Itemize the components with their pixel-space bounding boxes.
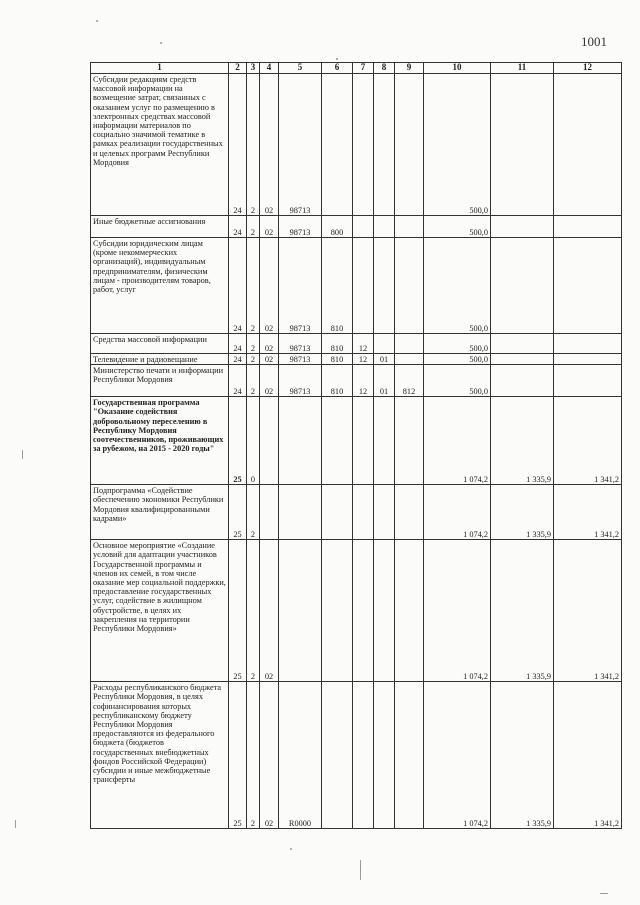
cell-col-4 [260, 485, 279, 540]
cell-col-9 [395, 354, 424, 365]
col-header: 11 [491, 63, 554, 74]
cell-col-10: 500,0 [424, 365, 491, 397]
cell-col-5: 98713 [279, 365, 322, 397]
cell-col-3: 0 [247, 397, 260, 485]
cell-col-6: 810 [322, 354, 353, 365]
cell-col-2: 24 [229, 216, 247, 238]
scan-speck [22, 450, 23, 459]
scan-speck [290, 848, 292, 850]
col-header: 6 [322, 63, 353, 74]
table-row [91, 334, 622, 354]
cell-col-5: 98713 [279, 216, 322, 238]
cell-col-5 [279, 540, 322, 682]
cell-col-12 [554, 365, 622, 397]
cell-col-2: 24 [229, 238, 247, 334]
cell-col-9: 812 [395, 365, 424, 397]
cell-col-3: 2 [247, 485, 260, 540]
cell-col-9 [395, 216, 424, 238]
cell-col-4: 02 [260, 216, 279, 238]
cell-col-11: 1 335,9 [491, 540, 554, 682]
cell-col-4 [260, 397, 279, 485]
cell-col-4: 02 [260, 354, 279, 365]
cell-col-10: 500,0 [424, 74, 491, 216]
cell-col-3: 2 [247, 365, 260, 397]
cell-col-9 [395, 682, 424, 829]
cell-col-10: 500,0 [424, 238, 491, 334]
table-row [91, 485, 622, 540]
cell-col-7 [353, 397, 374, 485]
cell-col-7 [353, 74, 374, 216]
cell-col-6 [322, 540, 353, 682]
table-row [91, 397, 622, 485]
cell-col-4: 02 [260, 365, 279, 397]
scan-speck [360, 860, 361, 880]
cell-col-3: 2 [247, 334, 260, 354]
scan-speck [160, 42, 162, 44]
cell-col-11 [491, 74, 554, 216]
cell-col-3: 2 [247, 682, 260, 829]
budget-table [90, 62, 622, 829]
cell-col-10: 1 074,2 [424, 540, 491, 682]
table-row [91, 365, 622, 397]
row-name: Основное мероприятие «Создание условий для адаптации участников Государственной программы и членов их семей, в том числе оказание мер социальной поддержки, предоставление государственных услуг, содействие в жилищном обустройстве, в целях их закрепления на территории Республики Мордовия» [91, 540, 229, 682]
cell-col-11 [491, 238, 554, 334]
cell-col-3: 2 [247, 74, 260, 216]
cell-col-5 [279, 397, 322, 485]
cell-col-2: 24 [229, 354, 247, 365]
cell-col-7: 12 [353, 354, 374, 365]
cell-col-4: 02 [260, 74, 279, 216]
cell-col-2: 24 [229, 365, 247, 397]
cell-col-10: 1 074,2 [424, 397, 491, 485]
cell-col-12: 1 341,2 [554, 397, 622, 485]
cell-col-8 [374, 334, 395, 354]
row-name: Субсидии редакциям средств массовой информации на возмещение затрат, связанных с оказанием услуг по размещению в электронных средствах массовой информации материалов по социально значимой тематике в рамках реализации государственных и целевых программ Республики Мордовия [91, 74, 229, 216]
cell-col-11 [491, 365, 554, 397]
cell-col-3: 2 [247, 216, 260, 238]
cell-col-9 [395, 485, 424, 540]
cell-col-5: 98713 [279, 238, 322, 334]
cell-col-4: 02 [260, 238, 279, 334]
cell-col-10: 1 074,2 [424, 682, 491, 829]
page-number: 1001 [581, 34, 607, 49]
cell-col-5: 98713 [279, 334, 322, 354]
cell-col-8 [374, 397, 395, 485]
col-header: 5 [279, 63, 322, 74]
cell-col-7 [353, 682, 374, 829]
cell-col-3: 2 [247, 238, 260, 334]
cell-col-9 [395, 334, 424, 354]
cell-col-6: 810 [322, 334, 353, 354]
cell-col-6 [322, 397, 353, 485]
cell-col-7 [353, 216, 374, 238]
row-name: Министерство печати и информации Республики Мордовия [91, 365, 229, 397]
col-header: 3 [247, 63, 260, 74]
scan-speck [15, 820, 16, 828]
cell-col-6 [322, 682, 353, 829]
table-row [91, 354, 622, 365]
cell-col-8 [374, 238, 395, 334]
cell-col-5 [279, 485, 322, 540]
cell-col-2: 24 [229, 334, 247, 354]
scan-speck [600, 893, 608, 894]
row-name: Иные бюджетные ассигнования [91, 216, 229, 238]
table-row [91, 74, 622, 216]
cell-col-7: 12 [353, 334, 374, 354]
cell-col-10: 1 074,2 [424, 485, 491, 540]
row-name: Подпрограмма «Содействие обеспечению экономики Республики Мордовия квалифицированными кадрами» [91, 485, 229, 540]
cell-col-7: 12 [353, 365, 374, 397]
table-row [91, 238, 622, 334]
cell-col-2: 25 [229, 485, 247, 540]
cell-col-11 [491, 216, 554, 238]
cell-col-8: 01 [374, 354, 395, 365]
cell-col-11 [491, 354, 554, 365]
cell-col-5: 98713 [279, 74, 322, 216]
cell-col-4: 02 [260, 540, 279, 682]
cell-col-10: 500,0 [424, 334, 491, 354]
cell-col-6 [322, 485, 353, 540]
row-name: Телевидение и радиовещание [91, 354, 229, 365]
table-row [91, 216, 622, 238]
table-row [91, 682, 622, 829]
cell-col-6: 800 [322, 216, 353, 238]
cell-col-9 [395, 74, 424, 216]
cell-col-11: 1 335,9 [491, 682, 554, 829]
cell-col-8 [374, 74, 395, 216]
cell-col-3: 2 [247, 540, 260, 682]
cell-col-12 [554, 216, 622, 238]
cell-col-5: 98713 [279, 354, 322, 365]
cell-col-10: 500,0 [424, 354, 491, 365]
scan-speck [96, 20, 98, 22]
table-row [91, 540, 622, 682]
row-name: Средства массовой информации [91, 334, 229, 354]
cell-col-6 [322, 74, 353, 216]
cell-col-9 [395, 397, 424, 485]
col-header: 12 [554, 63, 622, 74]
cell-col-2: 24 [229, 74, 247, 216]
cell-col-6: 810 [322, 238, 353, 334]
cell-col-6: 810 [322, 365, 353, 397]
col-header: 1 [91, 63, 229, 74]
cell-col-10: 500,0 [424, 216, 491, 238]
cell-col-2: 25 [229, 540, 247, 682]
cell-col-12 [554, 74, 622, 216]
row-name: Расходы республиканского бюджета Республики Мордовия, в целях софинансирования которых республиканскому бюджету Республики Мордовия предоставляются из федерального бюджета (бюджетов государственных внебюджетных фондов Российской Федерации) субсидии и иные межбюджетные трансферты [91, 682, 229, 829]
cell-col-3: 2 [247, 354, 260, 365]
cell-col-2: 25 [229, 682, 247, 829]
cell-col-12 [554, 354, 622, 365]
col-header: 8 [374, 63, 395, 74]
cell-col-5: R0000 [279, 682, 322, 829]
cell-col-9 [395, 238, 424, 334]
cell-col-8 [374, 682, 395, 829]
cell-col-7 [353, 238, 374, 334]
col-header: 4 [260, 63, 279, 74]
cell-col-8 [374, 540, 395, 682]
header-row [91, 63, 622, 74]
col-header: 7 [353, 63, 374, 74]
cell-col-8 [374, 216, 395, 238]
cell-col-11 [491, 334, 554, 354]
col-header: 10 [424, 63, 491, 74]
cell-col-12: 1 341,2 [554, 540, 622, 682]
cell-col-12: 1 341,2 [554, 682, 622, 829]
cell-col-4: 02 [260, 334, 279, 354]
cell-col-8 [374, 485, 395, 540]
cell-col-12 [554, 238, 622, 334]
scan-speck [336, 58, 338, 60]
cell-col-11: 1 335,9 [491, 485, 554, 540]
cell-col-4: 02 [260, 682, 279, 829]
cell-col-7 [353, 540, 374, 682]
cell-col-12 [554, 334, 622, 354]
row-name: Субсидии юридическим лицам (кроме некоммерческих организаций), индивидуальным предпринимателям, физическим лицам - производителям товаров, работ, услуг [91, 238, 229, 334]
cell-col-2: 25 [229, 397, 247, 485]
col-header: 2 [229, 63, 247, 74]
col-header: 9 [395, 63, 424, 74]
cell-col-9 [395, 540, 424, 682]
row-name: Государственная программа "Оказание содействия добровольному переселению в Республику Мордовия соотечественников, проживающих за рубежом, на 2015 - 2020 годы" [91, 397, 229, 485]
cell-col-12: 1 341,2 [554, 485, 622, 540]
cell-col-7 [353, 485, 374, 540]
cell-col-11: 1 335,9 [491, 397, 554, 485]
cell-col-8: 01 [374, 365, 395, 397]
